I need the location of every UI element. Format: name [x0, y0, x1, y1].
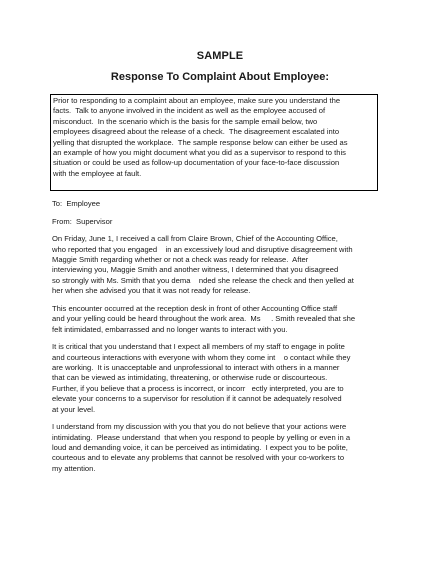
instructions-line: Prior to responding to a complaint about an employee, make sure you understand the: [53, 96, 341, 105]
paragraph-incident: [52, 234, 382, 296]
paragraph-line: at your level.: [52, 404, 96, 414]
paragraph-line: felt intimidated, embarrassed and no longer wants to interact with you.: [52, 324, 288, 334]
instructions-line: an example of how you might document what you did as a supervisor to respond to this: [53, 148, 346, 158]
memo-from-line: From: Supervisor: [52, 216, 113, 226]
instructions-line: situation or could be used as follow-up documentation of your face-to-face discussion: [53, 158, 340, 168]
paragraph-line: and courteous interactions with everyone with whom they come int o contact while they: [52, 352, 351, 362]
paragraph-line: are working. It is unacceptable and unprofessional to interact with others in a manner: [52, 363, 340, 373]
memo-to-line: To: Employee: [52, 199, 101, 208]
paragraph-expectations: [52, 342, 382, 415]
paragraph-line: courteous and to elevate any problems that cannot be resolved with your co-workers to: [52, 453, 345, 463]
memo-body: [52, 199, 382, 481]
memo-to: [52, 199, 382, 209]
paragraph-line: elevate your concerns to a supervisor for resolution if it cannot be adequately resolved: [52, 394, 342, 404]
paragraph-line: On Friday, June 1, I received a call from Claire Brown, Chief of the Accounting Office,: [52, 234, 338, 244]
paragraph-line: interviewing you, Maggie Smith and another witness, I determined that you disagreed: [52, 265, 339, 275]
paragraph-line: her when she advised you that it was not ready for release.: [52, 286, 251, 296]
document-subtitle: Response To Complaint About Employee:: [110, 71, 330, 83]
paragraph-line: who reported that you engaged in an excessively loud and disruptive disagreement with: [52, 244, 353, 254]
document-title: SAMPLE: [196, 50, 244, 62]
paragraph-line: I understand from my discussion with you that you do not believe that your actions were: [52, 422, 347, 432]
paragraph-line: It is critical that you understand that I expect all members of my staff to engage in polite: [52, 342, 345, 352]
paragraph-line: loud and demanding voice, it can be perceived as intimidating. I expect you to be polite,: [52, 443, 348, 453]
paragraph-line: that can be viewed as intimidating, threatening, or otherwise rude or discourteous.: [52, 373, 328, 383]
instructions-box: [50, 94, 378, 191]
instructions-line: employees disagreed about the release of a check. The disagreement escalated into: [53, 127, 340, 137]
instructions-line: yelling that disrupted the workplace. The sample response below can either be used as: [53, 137, 348, 147]
instructions-line: with the employee at fault.: [53, 168, 142, 178]
paragraph-line: so strongly with Ms. Smith that you dema nded she release the check and then yelled at: [52, 275, 354, 285]
paragraph-line: This encounter occurred at the reception desk in front of other Accounting Office staff: [52, 303, 338, 313]
instructions-line: misconduct. In the scenario which is the basis for the sample email below, two: [53, 116, 318, 126]
paragraph-line: and your yelling could be heard throughout the work area. Ms . Smith revealed that she: [52, 314, 356, 324]
paragraph-understanding: [52, 422, 382, 474]
paragraph-line: Further, if you believe that a process is incorrect, or incorr ectly interpreted, you are to: [52, 383, 344, 393]
paragraph-line: intimidating. Please understand that when you respond to people by yelling or even in a: [52, 432, 351, 442]
paragraph-encounter: [52, 304, 382, 335]
memo-from: [52, 217, 382, 227]
instructions-line: facts. Talk to anyone involved in the incident as well as the employee accused of: [53, 106, 326, 116]
paragraph-line: Maggie Smith regarding whether or not a check was ready for release. After: [52, 255, 309, 264]
paragraph-line: my attention.: [52, 463, 96, 473]
